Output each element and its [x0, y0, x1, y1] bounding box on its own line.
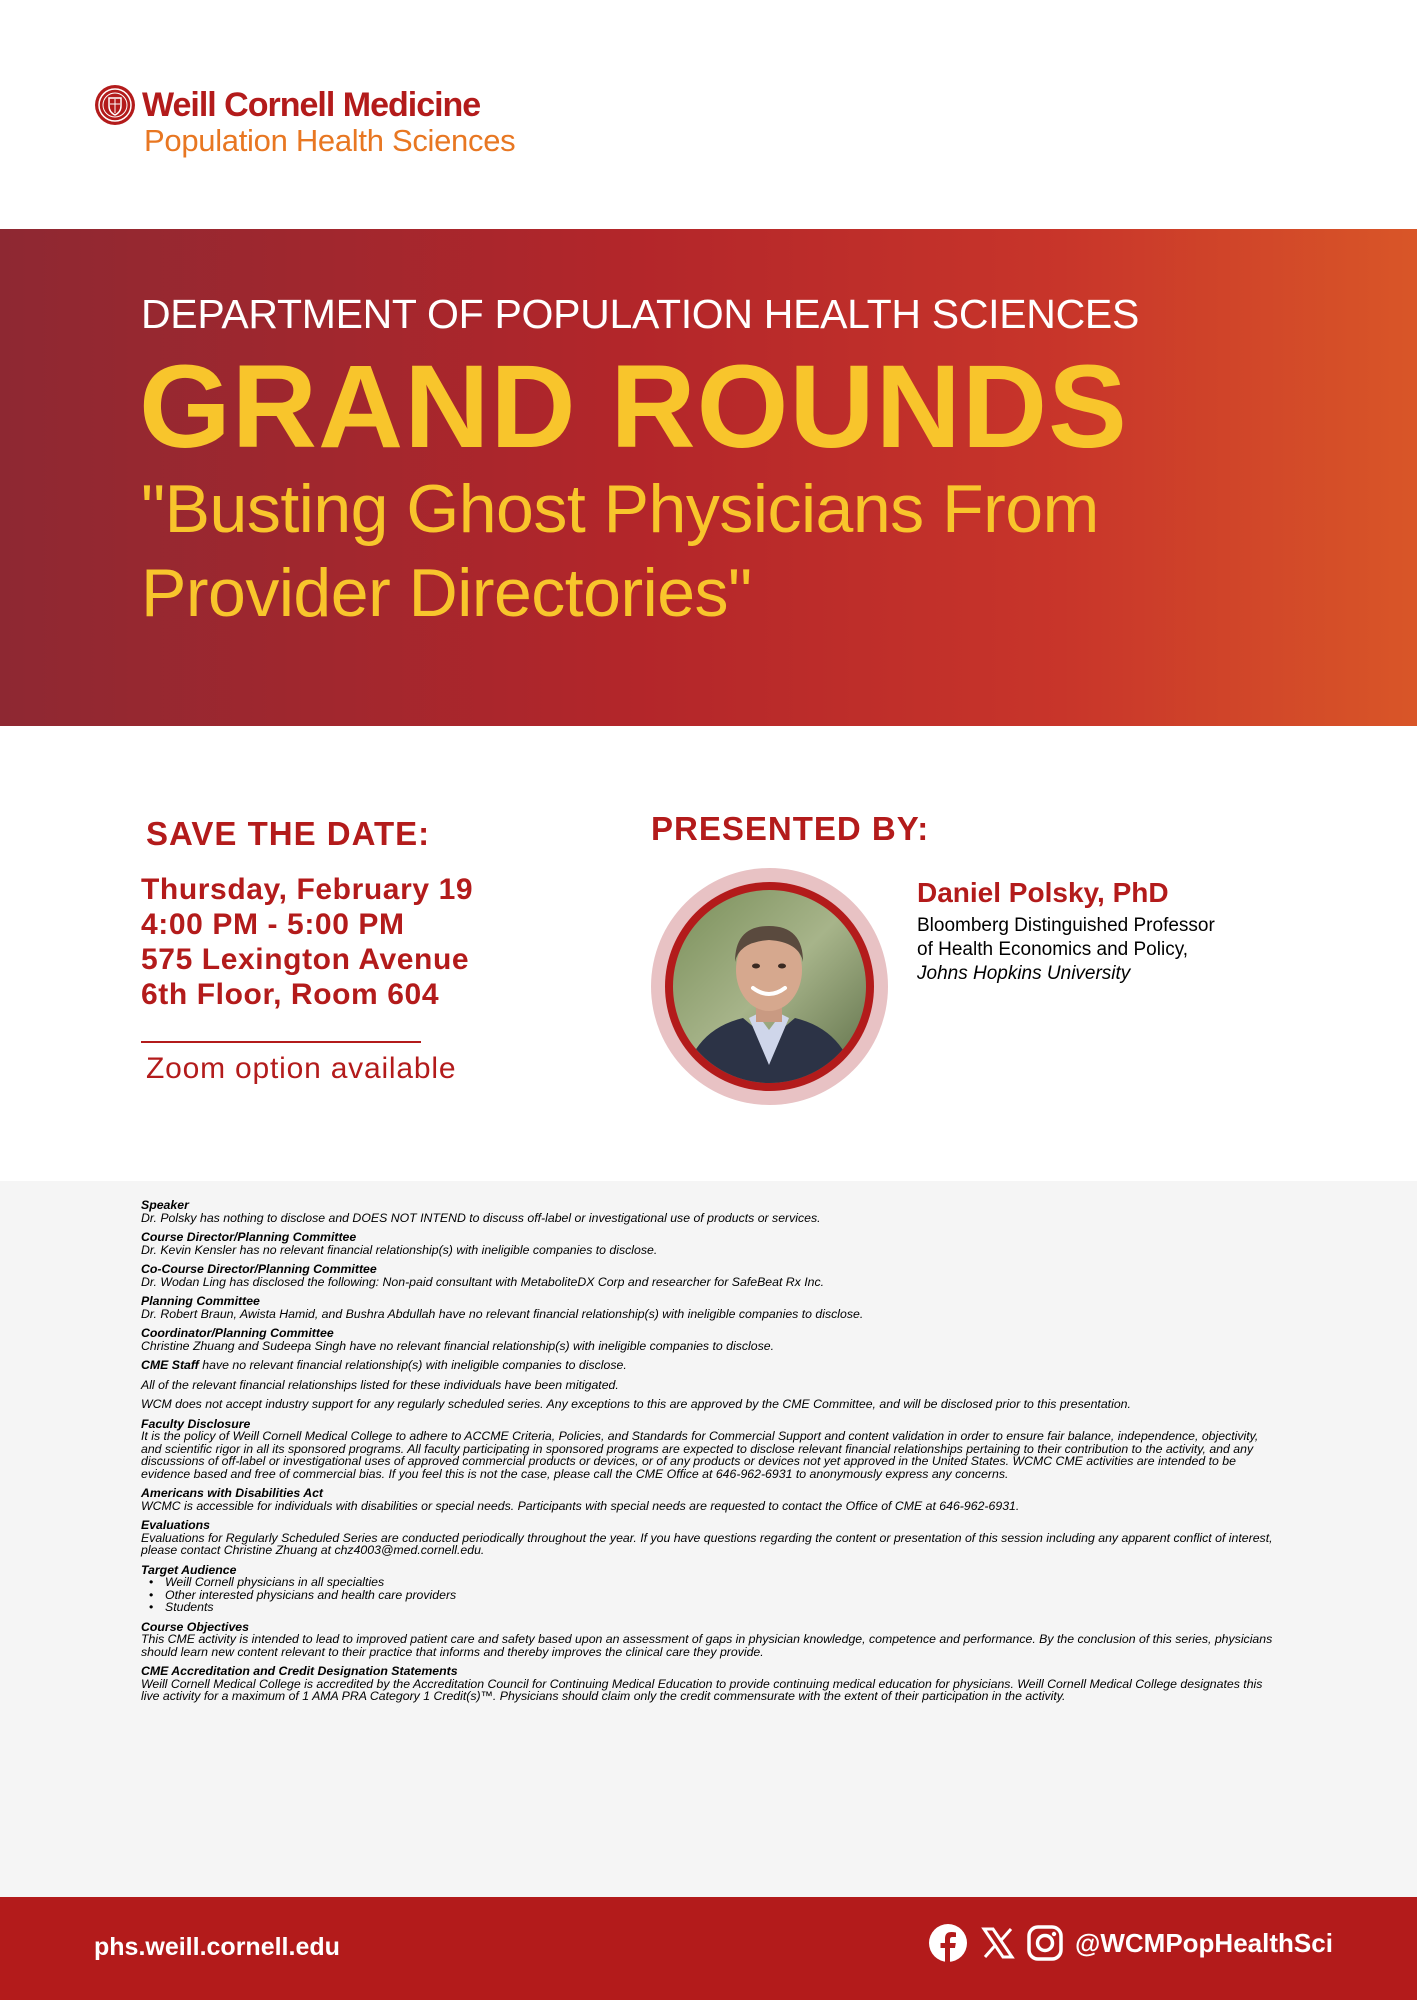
disclosure-speaker [141, 1199, 1273, 1224]
zoom-note: Zoom option available [146, 1052, 457, 1085]
divider [141, 1041, 421, 1043]
social-handle[interactable]: @WCMPopHealthSci [1075, 1928, 1333, 1958]
facebook-icon[interactable] [928, 1923, 968, 1963]
instagram-icon[interactable] [1025, 1923, 1065, 1963]
disclosure-text: Dr. Robert Braun, Awista Hamid, and Bushra Abdullah have no relevant financial relationship(s) with ineligible companies to disclose. [141, 1306, 864, 1321]
event-time: 4:00 PM - 5:00 PM [141, 908, 405, 941]
speaker-name: Daniel Polsky, PhD [917, 877, 1169, 908]
department-name: DEPARTMENT OF POPULATION HEALTH SCIENCES [141, 291, 1139, 337]
x-icon[interactable] [978, 1923, 1018, 1963]
disclosure-heading: CME Staff [141, 1358, 199, 1372]
disclosure-evaluations [141, 1519, 1273, 1557]
disclosure-target-audience [141, 1564, 1273, 1614]
cme-disclosure-panel [0, 1181, 1417, 1897]
disclosure-text: Dr. Polsky has nothing to disclose and DOES NOT INTEND to discuss off-label or investigational use of products or services. [141, 1210, 821, 1225]
disclosure-heading: CME Accreditation and Credit Designation Statements [141, 1664, 458, 1678]
disclosure-objectives [141, 1621, 1273, 1659]
logo-subtitle: Population Health Sciences [144, 123, 516, 158]
disclosure-ada [141, 1487, 1273, 1512]
logo-title: Weill Cornell Medicine [142, 86, 481, 124]
speaker-photo [673, 890, 866, 1083]
disclosure-text: WCMC is accessible for individuals with disabilities or special needs. Participants with special needs are requested to contact the Office of CME at 646-962-6931. [141, 1498, 1020, 1513]
disclosure-coordinator [141, 1327, 1273, 1352]
disclosure-text: Dr. Wodan Ling has disclosed the following: Non-paid consultant with MetaboliteDX Corp and researcher for SafeBeat Rx Inc. [141, 1274, 825, 1289]
title-banner [0, 229, 1417, 726]
disclosure-industry [141, 1398, 1273, 1411]
event-name: GRAND ROUNDS [139, 341, 1128, 473]
disclosure-heading: Speaker [141, 1198, 189, 1212]
cornell-seal-icon [94, 84, 136, 126]
disclosure-text: Evaluations for Regularly Scheduled Series are conducted periodically throughout the year. If you have questions regarding the content or presentation of this session including any apparent conflict of interest, please contact Christine Zhuang at chz4003@med.cornell.edu. [141, 1530, 1273, 1557]
speaker-title [917, 914, 1215, 986]
disclosure-cme-staff [141, 1359, 1273, 1372]
website-link[interactable]: phs.weill.cornell.edu [94, 1933, 340, 1961]
save-the-date-heading: SAVE THE DATE: [146, 815, 431, 852]
disclosure-heading: Course Director/Planning Committee [141, 1230, 357, 1244]
disclosure-text: All of the relevant financial relationships listed for these individuals have been mitigated. [141, 1377, 619, 1392]
disclosure-heading: Faculty Disclosure [141, 1416, 251, 1431]
disclosure-mitigated [141, 1379, 1273, 1392]
event-date: Thursday, February 19 [141, 873, 474, 906]
disclosure-text: Dr. Kevin Kensler has no relevant financial relationship(s) with ineligible companies to disclose. [141, 1242, 658, 1257]
disclosure-heading: Americans with Disabilities Act [141, 1486, 324, 1500]
disclosure-heading: Course Objectives [141, 1619, 249, 1634]
disclosure-course-director [141, 1231, 1273, 1256]
disclosure-heading: Target Audience [141, 1562, 237, 1577]
speaker-affiliation: Johns Hopkins University [917, 963, 1131, 984]
speaker-photo-frame [651, 868, 888, 1105]
audience-list [141, 1576, 1273, 1614]
event-address: 575 Lexington Avenue [141, 943, 470, 976]
event-details [141, 872, 473, 1012]
disclosure-faculty [141, 1418, 1273, 1481]
disclosure-planning [141, 1295, 1273, 1320]
disclosure-text: Weill Cornell Medical College is accredited by the Accreditation Council for Continuing Medical Education to provide continuing medical education for physicians. Weill Cornell Medical College designates this live activity for a maximum of 1 AMA PRA Category 1 Credit(s)™. Physicians should claim only the credit commensurate with the extent of their participation in the activity. [141, 1676, 1263, 1703]
talk-title: "Busting Ghost Physicians From Provider Directories" [141, 471, 1099, 631]
disclosure-accreditation [141, 1665, 1273, 1703]
speaker-title-line: Bloomberg Distinguished Professor [917, 915, 1215, 936]
disclosure-text: WCM does not accept industry support for any regularly scheduled series. Any exceptions to this are approved by the CME Committee, and will be disclosed prior to this presentation. [141, 1397, 1131, 1411]
presented-by-heading: PRESENTED BY: [651, 810, 930, 847]
disclosure-text: have no relevant financial relationship(s) with ineligible companies to disclose. [198, 1358, 627, 1372]
event-room: 6th Floor, Room 604 [141, 978, 440, 1011]
list-item: • Weill Cornell physicians in all specialties [149, 1576, 1273, 1589]
list-item: • Students [149, 1601, 1273, 1614]
disclosure-text: It is the policy of Weill Cornell Medical College to adhere to ACCME Criteria, Policies, and Standards for Commercial Support and content validation in order to ensure fair balance, independence, objectivity, and scientific rigor in all its sponsored programs. All faculty participating in sponsored programs are expected to disclose relevant financial relationships pertaining to their contribution to the activity, and any discussions of off-label or investigational uses of approved commercial products or devices, or of any products or devices not yet approved in the United States. WCMC CME activities are intended to be evidence based and free of commercial bias. If you feel this is not the case, please call the CME Office at 646-962-6931 to anonymously express any concerns. [141, 1429, 1259, 1481]
disclosure-text: This CME activity is intended to lead to improved patient care and safety based upon an assessment of gaps in physician knowledge, competence and performance. By the conclusion of this series, physicians should learn new content relevant to their practice that informs and thereby improves the clinical care they provide. [141, 1632, 1273, 1659]
disclosure-heading: Coordinator/Planning Committee [141, 1326, 334, 1340]
speaker-portrait-icon [673, 890, 866, 1083]
disclosure-co-course-director [141, 1263, 1273, 1288]
disclosure-text: Christine Zhuang and Sudeepa Singh have no relevant financial relationship(s) with ineligible companies to disclose. [141, 1338, 774, 1353]
footer-bar [0, 1897, 1417, 2000]
disclosure-heading: Evaluations [141, 1518, 211, 1532]
speaker-title-line: of Health Economics and Policy, [917, 939, 1189, 960]
list-item: • Other interested physicians and health care providers [149, 1589, 1273, 1602]
disclosure-heading: Co-Course Director/Planning Committee [141, 1262, 377, 1276]
disclosure-heading: Planning Committee [141, 1294, 260, 1308]
